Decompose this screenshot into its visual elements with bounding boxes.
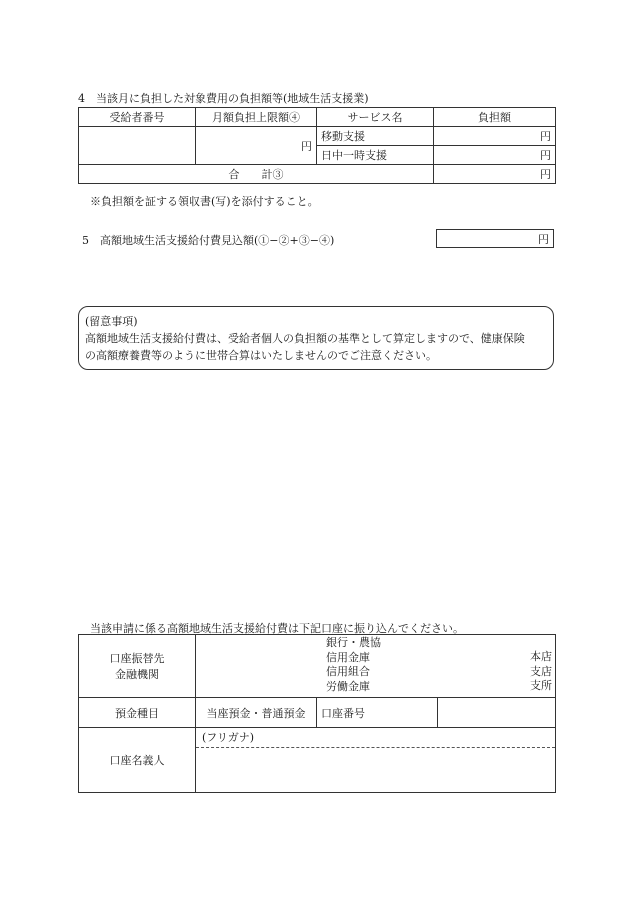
- inst-type-bank: 銀行・農協: [326, 636, 381, 649]
- yen-unit: 円: [301, 139, 312, 153]
- deposit-type-value[interactable]: 当座預金・普通預金: [196, 698, 317, 728]
- inst-type-kumiai: 信用組合: [326, 665, 370, 678]
- bank-intro: 当該申請に係る高額地域生活支援給付費は下記口座に振り込んでください。: [90, 622, 464, 635]
- section4-table: [78, 107, 556, 184]
- branch-types: [530, 650, 552, 694]
- header-service-name: サービス名: [317, 108, 434, 127]
- caution-line-2: の高額療養費等のように世帯合算はいたしませんのでご注意ください。: [85, 349, 437, 362]
- account-holder-field[interactable]: [196, 728, 556, 793]
- caution-heading: (留意事項): [85, 315, 138, 328]
- deposit-type-label: 預金種目: [79, 698, 196, 728]
- yen-unit: 円: [540, 168, 551, 181]
- yen-unit: 円: [540, 149, 551, 162]
- account-holder-label: 口座名義人: [79, 728, 196, 793]
- institution-field[interactable]: [196, 635, 556, 698]
- service-name-1: 移動支援: [317, 127, 434, 146]
- burden-amount-2[interactable]: [434, 146, 556, 165]
- branch-type-head: 本店: [530, 650, 552, 663]
- section5-title: 5 高額地域生活支援給付費見込額(①−②+③−④): [82, 234, 335, 247]
- institution-label-1: 口座振替先: [109, 652, 165, 665]
- total-label: 合 計③: [79, 165, 434, 184]
- burden-amount-1[interactable]: [434, 127, 556, 146]
- header-recipient-number: 受給者番号: [79, 108, 196, 127]
- monthly-limit-cell[interactable]: [196, 127, 317, 165]
- total-amount[interactable]: [434, 165, 556, 184]
- institution-label: [79, 635, 196, 698]
- yen-unit: 円: [538, 233, 549, 246]
- institution-label-2: 金融機関: [115, 668, 159, 681]
- yen-unit: 円: [540, 130, 551, 143]
- furigana-line: (フリガナ): [196, 728, 555, 748]
- section4-title: 4 当該月に負担した対象費用の負担額等(地域生活支援業): [78, 92, 369, 105]
- caution-line-1: 高額地域生活支援給付費は、受給者個人の負担額の基準として算定しますので、健康保険: [85, 332, 525, 345]
- branch-type-sub: 支所: [530, 679, 552, 692]
- inst-type-rokin: 労働金庫: [326, 679, 370, 693]
- inst-type-shinkin: 信用金庫: [326, 650, 370, 664]
- account-number-field[interactable]: [438, 698, 556, 728]
- recipient-number-cell[interactable]: [79, 127, 196, 165]
- caution-box: [78, 306, 554, 370]
- estimated-amount-field[interactable]: [436, 229, 554, 248]
- service-name-2: 日中一時支援: [317, 146, 434, 165]
- bank-table: [78, 634, 556, 793]
- account-number-label: 口座番号: [317, 698, 438, 728]
- holder-name-area[interactable]: [196, 748, 555, 788]
- institution-types: [326, 636, 381, 694]
- branch-type-branch: 支店: [530, 664, 552, 678]
- header-monthly-limit: 月額負担上限額④: [196, 108, 317, 127]
- receipt-note: ※負担額を証する領収書(写)を添付すること。: [90, 195, 319, 208]
- header-burden-amount: 負担額: [434, 108, 556, 127]
